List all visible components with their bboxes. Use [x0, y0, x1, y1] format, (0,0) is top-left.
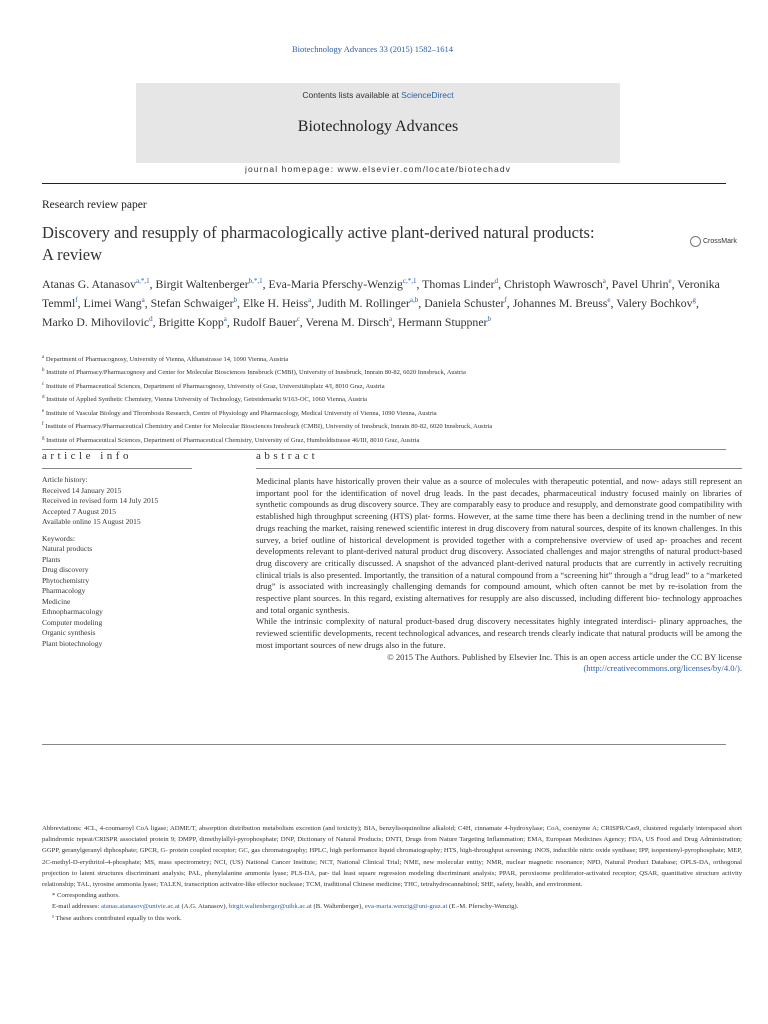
author-name[interactable]: Marko D. Mihovilovic	[42, 315, 150, 330]
author-name[interactable]: Hermann Stuppner	[398, 315, 488, 330]
affiliation-key: e	[42, 408, 45, 414]
keyword: Organic synthesis	[42, 628, 96, 637]
license-link[interactable]: (http://creativecommons.org/licenses/by/4.0/).	[583, 663, 742, 674]
author-affiliation-marker[interactable]: a,b	[409, 296, 419, 305]
history-label: Article history:	[42, 475, 88, 484]
header-rule	[42, 183, 726, 184]
author-name[interactable]: Atanas G. Atanasov	[42, 276, 137, 291]
keyword: Computer modeling	[42, 617, 103, 627]
contents-prefix: Contents lists available at	[302, 90, 399, 100]
keywords-label: Keywords:	[42, 533, 75, 543]
crossmark-label: CrossMark	[703, 238, 737, 245]
author-list: Atanas G. Atanasov$^{a,*,1}$, Birgit Waltenberger$^{b,*,1}$, Eva-Maria Pferschy-Wenzig$^{c,*,1}$, Thomas Linder$^d$, Christoph Wawrosch$^a$, Pavel Uhrin$^e$, Veronika Temml$^f$, Limei Wang$^a$, Stefan Schwaiger$^b$, Elke H. Heiss$^a$, Judith M. Rollinger$^{a,b}$, Daniela Schuster$^f$, Johannes M. Breuss$^e$, Valery Bochkov$^g$, Marko D. Mihovilovic$^d$, Brigitte Kopp$^a$, Rudolf Bauer$^c$, Verena M. Dirsch$^a$, Hermann Stuppner$^b$	[42, 276, 720, 330]
author-affiliation-marker[interactable]: a	[141, 296, 145, 305]
affiliation	[42, 379, 742, 392]
author-name[interactable]: Rudolf Bauer	[232, 315, 297, 330]
footnotes	[42, 823, 742, 924]
article-type: Research review paper	[42, 199, 147, 211]
abstract-end-rule	[42, 744, 726, 745]
author-affiliation-marker[interactable]: a	[602, 277, 606, 285]
keyword: Natural products	[42, 544, 93, 553]
author-affiliation-marker[interactable]: b	[233, 296, 238, 305]
affiliation-text: Institute of Vascular Biology and Thrombosis Research, Centre of Physiology and Pharmacology, Medical University of Vienna, 1090 Vienna, Austria	[45, 409, 437, 417]
author-name[interactable]: Judith M. Rollinger	[317, 296, 410, 311]
corresponding-footnote: * Corresponding authors.	[52, 892, 120, 900]
author-affiliation-marker[interactable]: f	[75, 296, 78, 305]
keyword: Plant biotechnology	[42, 638, 103, 648]
affiliation-key: d	[42, 395, 45, 401]
author-name[interactable]: Limei Wang	[83, 296, 142, 311]
affiliation-key: a	[42, 355, 45, 360]
affiliation	[42, 406, 742, 419]
author-affiliation-marker[interactable]: e	[668, 277, 672, 285]
author-name[interactable]: Thomas Linder	[422, 276, 495, 291]
email-footnote: E-mail addresses: atanas.atanasov@univie.ac.at (A.G. Atanasov), birgit.waltenberger@uibk.ac.at (B. Waltenberger), eva-maria.wenzig@uni-graz.at (E.-M. Pferschy-Wenzig).	[52, 903, 519, 911]
affiliation	[42, 419, 742, 432]
affiliation-list	[42, 352, 742, 446]
affiliation	[42, 433, 742, 446]
affiliation-text: Department of Pharmacognosy, University of Vienna, Althanstrasse 14, 1090 Vienna, Austria	[45, 356, 289, 364]
author-name[interactable]: Stefan Schwaiger	[150, 296, 234, 311]
affiliation	[42, 392, 742, 405]
received-date: Received 14 January 2015	[42, 485, 122, 495]
keyword: Ethnopharmacology	[42, 607, 103, 616]
author-name[interactable]: Eva-Maria Pferschy-Wenzig	[268, 276, 403, 291]
affiliation-key: c	[42, 381, 45, 387]
abstract-heading: abstract	[256, 450, 319, 462]
journal-citation[interactable]: Biotechnology Advances 33 (2015) 1582–1614	[292, 44, 454, 54]
journal-header	[136, 83, 620, 163]
revised-date: Received in revised form 14 July 2015	[42, 496, 159, 505]
accepted-date: Accepted 7 August 2015	[42, 506, 116, 516]
article-info	[42, 475, 192, 649]
keyword: Drug discovery	[42, 565, 89, 574]
author-name[interactable]: Christoph Wawrosch	[503, 276, 603, 291]
author-name[interactable]: Veronika Temml	[42, 276, 720, 311]
author-affiliation-marker[interactable]: b	[487, 315, 491, 324]
journal-homepage[interactable]: journal homepage: www.elsevier.com/locate/biotechadv	[244, 164, 512, 174]
affiliation-key: b	[42, 368, 45, 374]
article-info-heading: article info	[42, 450, 132, 462]
info-sub-rule	[42, 468, 192, 469]
author-name[interactable]: Elke H. Heiss	[242, 296, 309, 311]
online-date: Available online 15 August 2015	[42, 517, 141, 526]
author-name[interactable]: Pavel Uhrin	[611, 276, 669, 291]
author-name[interactable]: Verena M. Dirsch	[305, 315, 390, 330]
affiliation-text: Institute of Pharmaceutical Sciences, Department of Pharmaceutical Chemistry, University of Graz, Humboldtstrasse 46/III, 8010 Graz, Austria	[46, 436, 420, 444]
author-name[interactable]: Johannes M. Breuss	[512, 296, 608, 311]
crossmark-icon	[690, 236, 701, 247]
author-affiliation-marker[interactable]: a	[308, 296, 312, 305]
author-name[interactable]: Daniela Schuster	[424, 296, 505, 311]
email-label: E-mail addresses:	[52, 903, 100, 911]
abstract-paragraph-2: While the intrinsic complexity of natural product-based drug discovery necessitates highly integrated interdisci- plinary approaches, the reviewed scientific developments, recent technological advances, and research trends clearly indicate that natural products will be among the most important sources of new drugs also in the future.	[256, 616, 742, 650]
affiliation	[42, 365, 742, 378]
author-affiliation-marker[interactable]: c,*,1	[402, 277, 417, 285]
affiliation-key: g	[42, 435, 45, 441]
journal-title: Biotechnology Advances	[297, 118, 459, 135]
author-affiliation-marker[interactable]: b,*,1	[248, 277, 263, 285]
keyword: Plants	[42, 554, 61, 564]
abstract-body	[256, 476, 742, 675]
author-affiliation-marker[interactable]: a,*,1	[136, 277, 150, 285]
info-rule	[42, 449, 726, 450]
affiliation-text: Institute of Pharmaceutical Sciences, Department of Pharmacognosy, University of Graz, Universitätsplatz 4/I, 8010 Graz, Austria	[45, 383, 385, 391]
author-affiliation-marker[interactable]: e	[607, 296, 611, 305]
keyword: Pharmacology	[42, 586, 86, 595]
author-affiliation-marker[interactable]: d	[149, 315, 153, 324]
affiliation	[42, 352, 742, 365]
abstract-sub-rule	[256, 468, 742, 469]
author-affiliation-marker[interactable]: c	[296, 315, 300, 324]
email-link-waltenberger[interactable]: birgit.waltenberger@uibk.ac.at	[228, 903, 312, 911]
email-link-atanasov[interactable]: atanas.atanasov@univie.ac.at	[101, 903, 180, 911]
license-text: © 2015 The Authors. Published by Elsevier Inc. This is an open access article under the CC BY license	[387, 651, 742, 662]
article-title: Discovery and resupply of pharmacologically active plant-derived natural products: A review	[42, 223, 595, 264]
author-name[interactable]: Valery Bochkov	[616, 296, 693, 311]
affiliation-key: f	[42, 422, 44, 428]
author-affiliation-marker[interactable]: f	[504, 296, 507, 305]
email-link-pferschy-wenzig[interactable]: eva-maria.wenzig@uni-graz.at	[364, 903, 448, 911]
affiliation-text: Institute of Pharmacy/Pharmacognosy and Center for Molecular Biosciences Innsbruck (CMBI), University of Innsbruck, Innrain 80-82, 6020 Innsbruck, Austria	[46, 369, 466, 377]
affiliation-text: Institute of Pharmacy/Pharmaceutical Chemistry and Center for Molecular Biosciences Innsbruck (CMBI), University of Innsbruck, Innrain 80-82, 6020 Innsbruck, Austria	[45, 423, 493, 431]
author-name[interactable]: Birgit Waltenberger	[155, 276, 249, 291]
keyword: Medicine	[42, 596, 71, 606]
affiliation-text: Institute of Applied Synthetic Chemistry, Vienna University of Technology, Getreidemarkt 9/163-OC, 1060 Vienna, Austria	[46, 396, 368, 404]
author-name[interactable]: Brigitte Kopp	[158, 315, 224, 330]
abbreviations-footnote: Abbreviations: 4CL, 4-coumaroyl CoA ligase; ADME/T, absorption distribution metabolism excretion (and toxicity); BIA, benzylisoquinoline alkaloid; C4H, cinnamate 4-hydroxylase; CoA, coenzyme A; CRISPR/Cas9, clustered regularly interspaced short palindromic repeat/CRISPR associated protein 9; DMPP, dimethylallyl-pyrophosphate; DNP, Dictionary of Natural Products; DNTI, Drugs from Nature Targeting Inflammation; EMA, European Medicines Agency; FDA, US Food and Drug Administration; GGPP, geranylgeranyl diphosphate; GPCR, G- protein coupled receptor; GC, gas chromatography; HPLC, high performance liquid chromatography; HTS, high-throughput screening; iNOS, inducible nitric oxide synthase; IPP, isopentenyl-pyrophosphate; MEP, 2C-methyl-D-erythritol-4-phosphate; MS, mass spectrometry; NCI, (US) National Cancer Institute; NCT, National Clinical Trial; NME, new molecular entity; NMR, nuclear magnetic resonance; NPD, Natural Product Database; OPLS-DA, orthogonal projection to latent structures discriminant analysis; PAL, phenylalanine ammonia lyase; PLS-DA, par- tial least square regression modeling discriminant analysis; PPAR, peroxisome proliferator-activated receptor; QSAR, quantitative structure activity relationship; TAL, tyrosine ammonia lyase; TALEN, transcription activator-like effector nuclease; TCM, traditional Chinese medicine; THC, tetrahydrocannabinol; SHE, safety, health, and environment.	[42, 825, 742, 889]
crossmark-badge[interactable]	[690, 236, 737, 247]
author-affiliation-marker[interactable]: a	[389, 315, 393, 324]
author-affiliation-marker[interactable]: d	[494, 277, 499, 285]
author-affiliation-marker[interactable]: g	[692, 296, 697, 305]
equal-contribution-footnote: ¹ These authors contributed equally to this work.	[52, 914, 182, 922]
keyword-list	[42, 544, 192, 649]
contents-line	[136, 90, 620, 100]
abstract-paragraph-1: Medicinal plants have historically proven their value as a source of molecules with therapeutic potential, and now- adays still represent an important pool for the identification of novel drug leads. In the past decades, pharmaceutical industry focused mainly on libraries of synthetic compounds as drug discovery source. They are comparably easy to produce and resupply, and demonstrate good compatibility with established high throughput screening (HTS) plat- forms. However, at the same time there has been a declining trend in the number of new drugs reaching the market, raising renewed scientific interest in drug discovery from natural sources, despite of its known challenges. In this survey, a brief outline of historical development is provided together with a comprehensive overview of used ap- proaches and recent developments relevant to plant-derived natural product drug discovery. Associated challenges and major strengths of natural product-based drug discovery are critically discussed. A snapshot of the advanced plant-derived natural products that are currently in actively recruiting clinical trials is also presented. Importantly, the transition of a natural compound from a “screening hit” through a “drug lead” to a “marketed drug” is associated with increasingly challenging demands for compound amount, which often cannot be met by re-isolation from the respective plant sources. In this regard, existing alternatives for resupply are also discussed, including different bio- technology approaches and total organic synthesis.	[256, 476, 742, 615]
keyword: Phytochemistry	[42, 575, 90, 585]
sciencedirect-link[interactable]: ScienceDirect	[401, 90, 454, 100]
author-affiliation-marker[interactable]: a	[223, 315, 227, 324]
